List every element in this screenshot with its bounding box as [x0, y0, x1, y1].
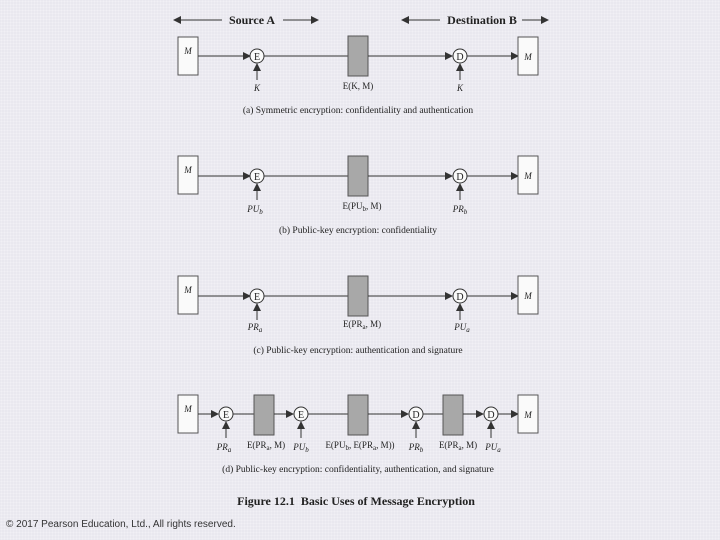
encrypt-node-label: E [253, 172, 261, 183]
panel-b [178, 156, 538, 236]
ciphertext-block-1 [254, 395, 274, 435]
message-destination-label: M [524, 291, 532, 301]
decrypt-node-label: D [456, 52, 464, 63]
destination-label: Destination B [447, 13, 517, 27]
ciphertext-label: E(K, M) [342, 81, 374, 91]
ciphertext-block-2 [348, 395, 368, 435]
decrypt-node-2-label: D [487, 410, 495, 421]
encrypt-node-label: E [253, 292, 261, 303]
key-label-decrypt: K [456, 83, 464, 93]
message-box-source [178, 37, 198, 75]
key-label-3: $PR_b$ [408, 442, 424, 454]
message-source-label: M [184, 165, 192, 175]
message-box-source [178, 156, 198, 194]
key-label-decrypt: $PR_b$ [452, 204, 468, 216]
key-label-encrypt: K [253, 83, 261, 93]
message-box-source [178, 395, 198, 433]
caption-d: (d) Public-key encryption: confidentiality, authentication, and signature [222, 465, 494, 475]
message-destination-label: M [524, 171, 532, 181]
caption-a: (a) Symmetric encryption: confidentiality and authentication [242, 106, 474, 116]
ciphertext-block [348, 36, 368, 76]
encrypt-node-label: E [253, 52, 261, 63]
ciphertext-label-3: $E(PR_a$, M) [438, 440, 478, 452]
panel-a [178, 36, 538, 116]
message-destination-label: M [524, 52, 532, 62]
copyright-notice: © 2017 Pearson Education, Ltd., All rights reserved. [6, 519, 236, 530]
key-label-encrypt: $PU_b$ [247, 204, 263, 216]
key-label-2: $PU_b$ [293, 442, 309, 454]
ciphertext-label: $E(PU_b$, M) [342, 201, 382, 213]
caption-c: (c) Public-key encryption: authentication and signature [253, 346, 463, 356]
caption-b: (b) Public-key encryption: confidentiality [278, 226, 438, 236]
ciphertext-label: $E(PR_a$, M) [342, 319, 382, 331]
decrypt-node-label: D [456, 172, 464, 183]
message-source-label: M [184, 46, 192, 56]
key-label-decrypt: $PU_a$ [454, 322, 470, 334]
decrypt-node-1-label: D [412, 410, 420, 421]
ciphertext-label-1: $E(PR_a$, M) [246, 440, 286, 452]
key-label-1: $PR_a$ [216, 442, 232, 454]
source-label: Source A [228, 13, 276, 27]
ciphertext-block [348, 156, 368, 196]
panel-c [178, 276, 538, 356]
ciphertext-label-2: $E(PU_b$, $E(PR_a$, M)) [325, 440, 395, 452]
figure-title: Figure 12.1 Basic Uses of Message Encryption [237, 494, 475, 508]
encrypt-node-1-label: E [222, 410, 230, 421]
ciphertext-block [348, 276, 368, 316]
key-label-4: $PU_a$ [485, 442, 501, 454]
message-source-label: M [184, 285, 192, 295]
message-destination-label: M [524, 410, 532, 420]
header [180, 13, 548, 27]
key-label-encrypt: $PR_a$ [247, 322, 263, 334]
message-box-source [178, 276, 198, 314]
decrypt-node-label: D [456, 292, 464, 303]
message-source-label: M [184, 404, 192, 414]
encrypt-node-2-label: E [297, 410, 305, 421]
panel-d [178, 395, 538, 475]
ciphertext-block-3 [443, 395, 463, 435]
